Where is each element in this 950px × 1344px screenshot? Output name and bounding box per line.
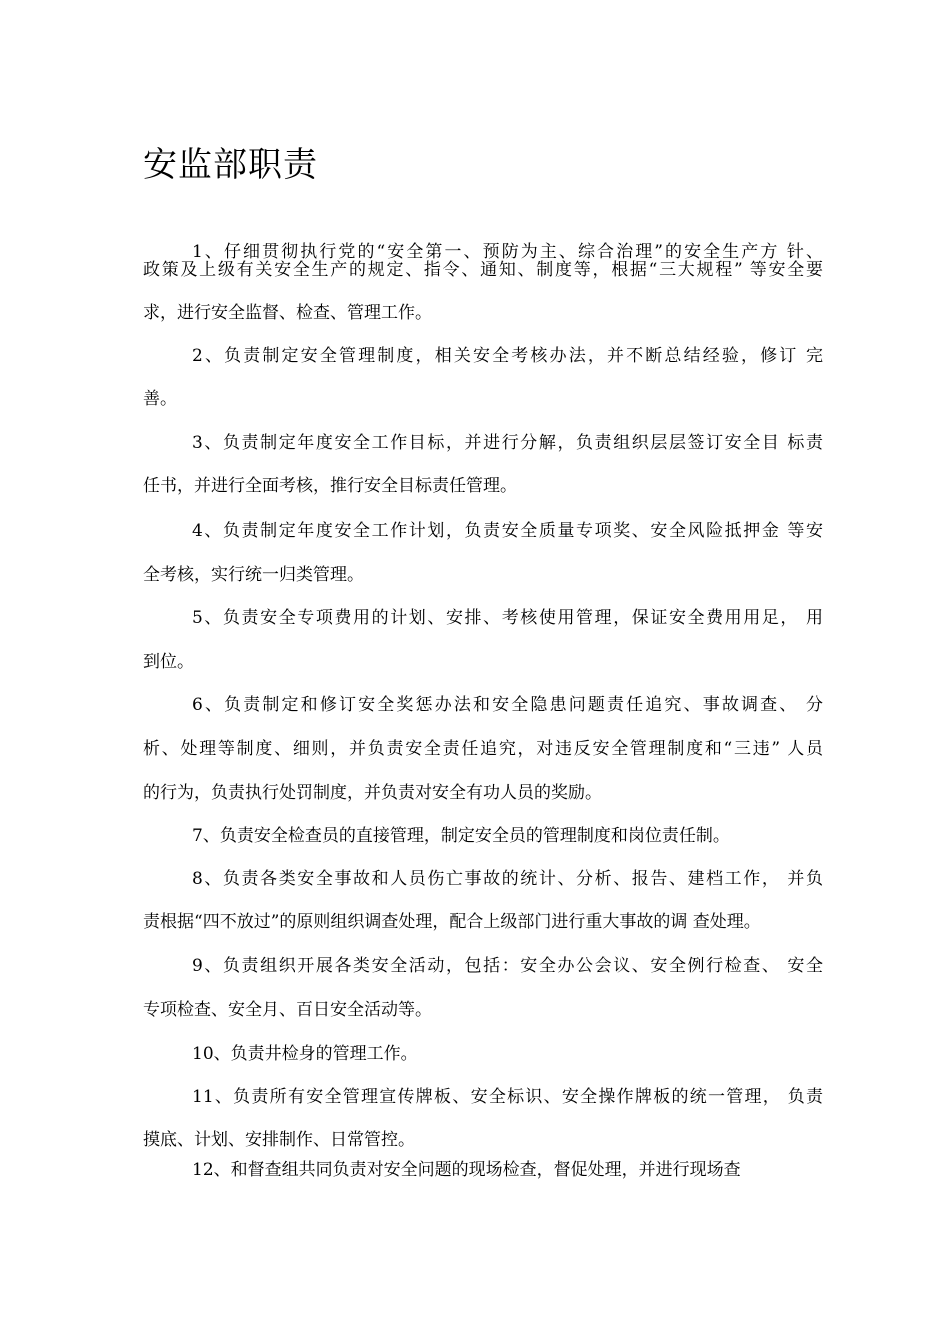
item-5-line-2: 到位。 [143, 652, 194, 672]
item-5-line-1: 5、负责安全专项费用的计划、安排、考核使用管理，保证安全费用用足， 用 [192, 608, 823, 628]
item-8-line-1: 8、负责各类安全事故和人员伤亡事故的统计、分析、报告、建档工作， 并负 [192, 869, 823, 889]
item-9-line-2: 专项检查、安全月、百日安全活动等。 [143, 1000, 432, 1020]
page-title: 安监部职责 [143, 145, 318, 185]
item-10-line-1: 10、负责井检身的管理工作。 [192, 1044, 418, 1064]
item-6-line-3: 的行为，负责执行处罚制度，并负责对安全有功人员的奖励。 [143, 783, 602, 803]
item-1-line-2: 政策及上级有关安全生产的规定、指令、通知、制度等，根据“三大规程” 等安全要 [143, 260, 823, 280]
item-1-line-1: 1、仔细贯彻执行党的“安全第一、预防为主、综合治理”的安全生产方 针、 [192, 242, 823, 262]
item-4-line-1: 4、负责制定年度安全工作计划，负责安全质量专项奖、安全风险抵押金 等安 [192, 521, 823, 541]
item-6-line-1: 6、负责制定和修订安全奖惩办法和安全隐患问题责任追究、事故调查、 分 [192, 695, 823, 715]
item-2-line-1: 2、负责制定安全管理制度，相关安全考核办法，并不断总结经验，修订 完 [192, 346, 823, 366]
item-3-line-1: 3、负责制定年度安全工作目标，并进行分解，负责组织层层签订安全目 标责 [192, 433, 823, 453]
item-2-line-2: 善。 [143, 389, 177, 409]
item-1-line-3: 求，进行安全监督、检查、管理工作。 [143, 303, 432, 323]
item-11-line-1: 11、负责所有安全管理宣传牌板、安全标识、安全操作牌板的统一管理， 负责 [192, 1087, 823, 1107]
item-4-line-2: 全考核，实行统一归类管理。 [143, 565, 364, 585]
item-7-line-1: 7、负责安全检查员的直接管理，制定安全员的管理制度和岗位责任制。 [192, 826, 730, 846]
item-9-line-1: 9、负责组织开展各类安全活动，包括：安全办公会议、安全例行检查、 安全 [192, 956, 823, 976]
item-8-line-2: 责根据“四不放过”的原则组织调查处理，配合上级部门进行重大事故的调 查处理。 [143, 912, 761, 932]
item-12-line-1: 12、和督查组共同负责对安全问题的现场检查，督促处理，并进行现场查 [192, 1160, 741, 1180]
item-11-line-2: 摸底、计划、安排制作、日常管控。 [143, 1130, 415, 1150]
item-3-line-2: 任书，并进行全面考核，推行安全目标责任管理。 [143, 476, 517, 496]
item-6-line-2: 析、处理等制度、细则，并负责安全责任追究，对违反安全管理制度和“三违” 人员 [143, 739, 823, 759]
